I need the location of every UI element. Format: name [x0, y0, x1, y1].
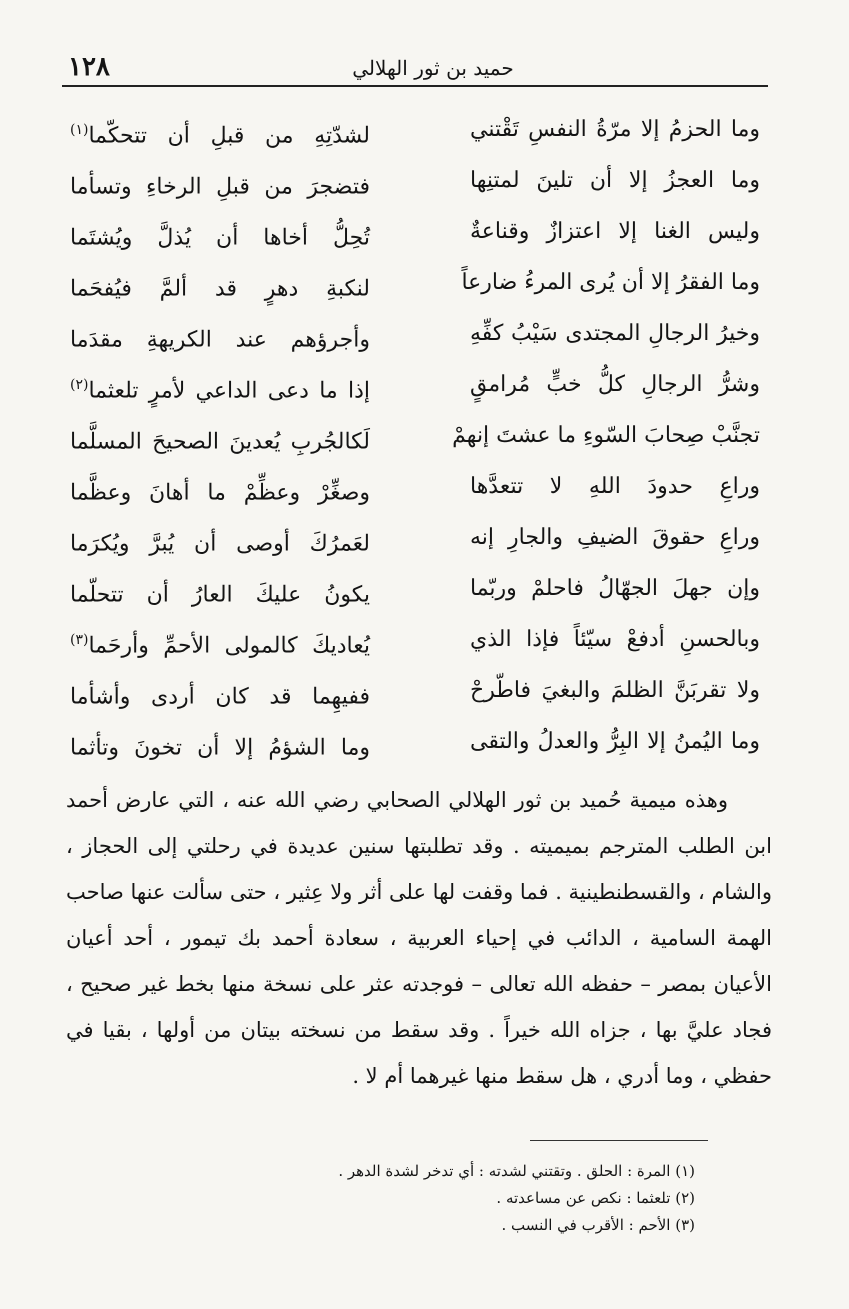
verse: [70, 312, 760, 363]
footnote-rule: [530, 1140, 708, 1141]
poem: [70, 108, 760, 771]
page-number: ١٢٨: [68, 52, 110, 82]
first-hemistich: وإن جهلَ الجهّالُ فاحلمْ وربّما: [470, 576, 760, 601]
second-hemistich: [70, 516, 370, 566]
hemistich-text: تُحِلُّ أخاها أن يُذلَّ ويُشتَما: [70, 225, 370, 251]
first-hemistich: وخيرُ الرجالِ المجتدى سَيْبُ كفِّهِ: [470, 321, 760, 346]
verse: [70, 618, 760, 669]
first-hemistich: وراعِ حقوقَ الضيفِ والجارِ إنه: [470, 525, 760, 550]
second-hemistich: [70, 618, 370, 668]
hemistich-text: وأجرؤهم عند الكريهةِ مقدَما: [70, 327, 370, 353]
first-hemistich: تجنَّبْ صِحابَ السّوءِ ما عشتَ إنهمْ: [452, 423, 760, 448]
footnotes: [150, 1158, 695, 1239]
second-hemistich: [70, 669, 370, 719]
first-hemistich: وشرُّ الرجالِ كلُّ خبٍّ مُرامقٍ: [470, 372, 760, 397]
page-header: [68, 52, 758, 82]
hemistich-text: فتضجرَ من قبلِ الرخاءِ وتسأما: [70, 174, 370, 200]
second-hemistich: [70, 720, 370, 770]
hemistich-text: لشدّتِهِ من قبلِ أن تتحكّما: [88, 123, 370, 149]
second-hemistich: [70, 363, 370, 413]
verse: [70, 261, 760, 312]
verse: [70, 210, 760, 261]
footnote-mark: (٣): [70, 632, 89, 648]
second-hemistich: [70, 261, 370, 311]
hemistich-text: يُعاديكَ كالمولى الأحمِّ وأرحَما: [88, 633, 370, 659]
second-hemistich: [70, 465, 370, 515]
hemistich-text: ففيهِما قد كان أردى وأشأما: [70, 684, 370, 710]
second-hemistich: [70, 414, 370, 464]
hemistich-text: يكونُ عليكَ العارُ أن تتحلّما: [70, 582, 370, 608]
prose-block: [66, 777, 772, 1099]
hemistich-text: وصغِّرْ وعظِّمْ ما أهانَ وعظَّما: [70, 480, 370, 506]
hemistich-text: لنكبةِ دهرٍ قد ألمَّ فيُفحَما: [70, 276, 370, 302]
footnote-mark: (١): [70, 122, 89, 138]
verse: [70, 414, 760, 465]
first-hemistich: وما الفقرُ إلا أن يُرى المرءُ ضارعاً: [461, 270, 760, 295]
verse: [70, 108, 760, 159]
hemistich-text: إذا ما دعى الداعي لأمرٍ تلعثما: [88, 378, 370, 404]
second-hemistich: [70, 567, 370, 617]
first-hemistich: وما اليُمنُ إلا البِرُّ والعدلُ والتقى: [470, 729, 760, 754]
header-rule: [62, 85, 768, 87]
first-hemistich: وما العجزُ إلا أن تلينَ لمتنِها: [470, 168, 760, 193]
verse: [70, 363, 760, 414]
verse: [70, 567, 760, 618]
verse: [70, 465, 760, 516]
first-hemistich: وراعِ حدودَ اللهِ لا تتعدَّها: [470, 474, 760, 499]
verse: [70, 159, 760, 210]
hemistich-text: وما الشؤمُ إلا أن تخونَ وتأثما: [70, 735, 370, 761]
first-hemistich: وما الحزمُ إلا مرّةُ النفسِ تَقْتني: [470, 117, 760, 142]
footnote: (٢) تلعثما : نكص عن مساعدته .: [496, 1189, 695, 1207]
footnote: (١) المرة : الحلق . وتقتني لشدته : أي تدخر لشدة الدهر .: [338, 1162, 695, 1180]
verse: [70, 516, 760, 567]
footnote: (٣) الأحم : الأقرب في النسب .: [501, 1216, 695, 1234]
second-hemistich: [70, 210, 370, 260]
first-hemistich: وبالحسنِ أدفعْ سيّئاً فإذا الذي: [470, 627, 760, 652]
hemistich-text: لَكالجُربِ يُعدينَ الصحيحَ المسلَّما: [70, 429, 370, 455]
first-hemistich: ولا تقربَنَّ الظلمَ والبغيَ فاطّرحْ: [470, 678, 760, 703]
second-hemistich: [70, 108, 370, 158]
hemistich-text: لعَمرُكَ أوصى أن يُبرَّ ويُكرَما: [70, 531, 370, 557]
first-hemistich: وليس الغنا إلا اعتزازٌ وقناعةٌ: [470, 219, 760, 244]
verse: [70, 669, 760, 720]
second-hemistich: [70, 312, 370, 362]
prose-paragraph: وهذه ميمية حُميد بن ثور الهلالي الصحابي رضي الله عنه ، التي عارض أحمد ابن الطلب المترجم بميميته . وقد تطلبتها سنين عديدة في رحلتي إلى الحجاز ، والشام ، والقسطنطينية . فما وقفت لها على أثر ولا عِثير ، حتى سألت عنها صاحب الهمة السامية ، الدائب في إحياء العربية ، سعادة أحمد بك تيمور ، أحد أعيان الأعيان بمصر – حفظه الله تعالى – فوجدته عثر على نسخة منها بخط غير صحيح ، فجاد عليَّ بها ، جزاه الله خيراً . وقد سقط من نسخته بيتان من أولها ، بقيا في حفظي ، وما أدري ، هل سقط منها غيرهما أم لا .: [66, 788, 772, 1088]
second-hemistich: [70, 159, 370, 209]
footnote-mark: (٢): [70, 377, 89, 393]
running-title: حميد بن ثور الهلالي: [352, 56, 514, 80]
verse: [70, 720, 760, 771]
